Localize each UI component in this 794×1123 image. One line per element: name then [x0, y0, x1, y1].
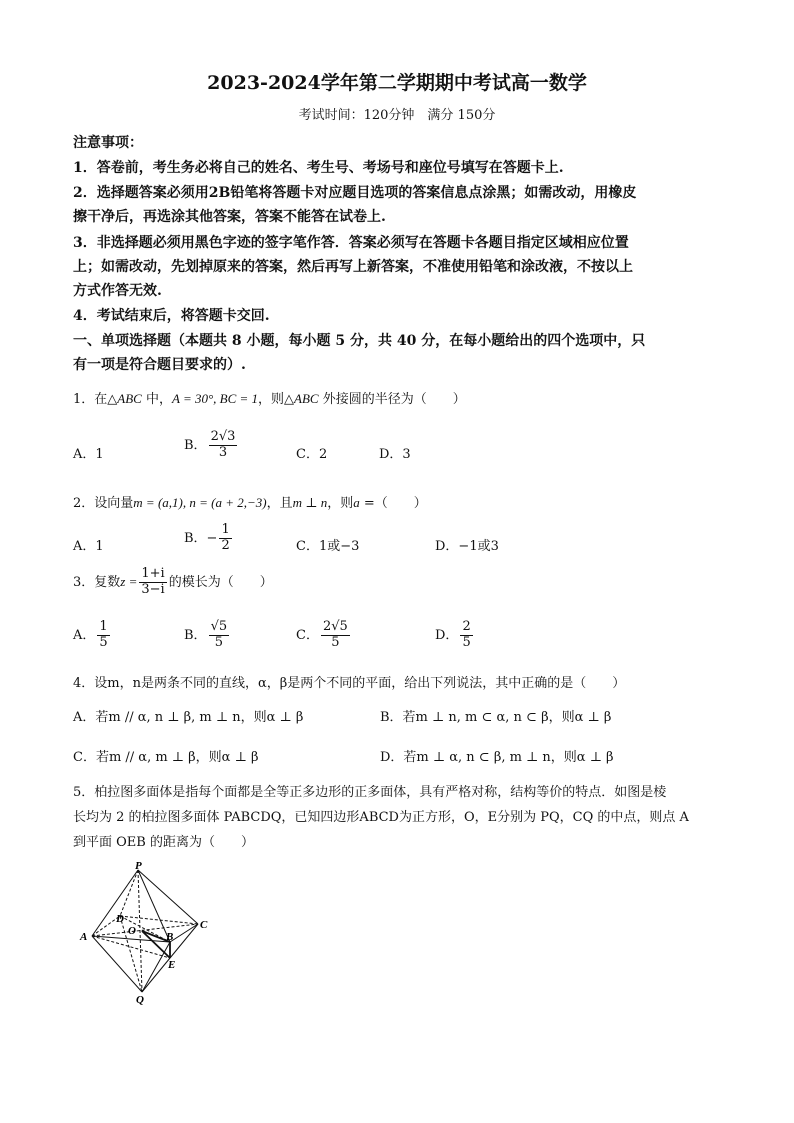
q2-pre: 2．设向量 — [73, 496, 134, 511]
q3-option-d-numerator: 2 — [462, 619, 471, 634]
q2-option-b-numerator: 1 — [221, 522, 230, 537]
q3-option-d — [435, 620, 475, 651]
edge-pc — [138, 870, 198, 924]
q3-option-a — [73, 620, 112, 651]
section-1-heading-line-2: 有一项是符合题目要求的）. — [73, 357, 246, 373]
q3-option-b-numerator: √5 — [210, 619, 228, 634]
q1-option-c: C．2 — [296, 447, 328, 462]
section-1-heading-line-1: 一、单项选择题（本题共 8 小题，每小题 5 分，共 40 分，在每小题给出的四个选项中，只 — [73, 333, 646, 349]
question-5-line-1: 5．柏拉图多面体是指每个面都是全等正多边形的正多面体，具有严格对称，结构等价的特点．如图是棱 — [73, 785, 667, 800]
label-c: C — [200, 919, 208, 931]
q3-option-a-numerator: 1 — [99, 619, 108, 634]
notice-item-3-line-2: 上；如需改动，先划掉原来的答案，然后再写上新答案，不准使用铅笔和涂改液，不按以上 — [73, 259, 633, 275]
q1-option-d: D．3 — [379, 447, 411, 462]
label-q: Q — [136, 994, 144, 1006]
label-p: P — [135, 860, 142, 872]
question-2-stem — [73, 492, 427, 511]
q3-numerator: 1+i — [141, 566, 165, 581]
q3-option-d-label: D． — [435, 627, 459, 643]
q2-option-b — [184, 523, 234, 554]
q3-z: z = — [120, 573, 138, 589]
q2-option-d: D．−1或3 — [435, 539, 499, 554]
q1-abc: ABC — [117, 391, 142, 406]
q1-abc-2: ABC — [294, 391, 319, 406]
q3-pre: 3．复数 — [73, 574, 121, 590]
q3-denominator: 3−i — [141, 581, 165, 597]
q2-end: =（ ） — [359, 496, 427, 511]
label-d: D — [116, 913, 124, 925]
label-b: B — [166, 931, 174, 943]
label-e: E — [168, 959, 176, 971]
exam-subtitle: 考试时间：120分钟 满分 150分 — [298, 108, 496, 123]
q2-a: a — [353, 495, 360, 510]
q3-option-a-denominator: 5 — [99, 634, 108, 650]
q3-option-a-label: A． — [73, 627, 96, 643]
q1-mid1: 中， — [141, 392, 172, 407]
q2-option-c: C．1或−3 — [296, 539, 360, 554]
exam-title: 2023-2024学年第二学期期中考试高一数学 — [207, 72, 587, 94]
q3-option-c — [296, 620, 352, 651]
q2-vectors: m = (a,1), n = (a + 2,−3) — [133, 495, 267, 510]
notice-item-2-line-1: 2．选择题答案必须用2B铅笔将答题卡对应题目选项的答案信息点涂黑；如需改动，用橡皮 — [73, 185, 637, 201]
question-1-stem — [73, 388, 466, 407]
octahedron-figure — [78, 858, 218, 1008]
q1-option-b-denominator: 3 — [218, 444, 228, 460]
q3-option-c-denominator: 5 — [331, 634, 340, 650]
q2-option-b-denominator: 2 — [221, 537, 230, 553]
q3-option-c-label: C． — [296, 627, 319, 643]
notice-heading: 注意事项： — [73, 135, 143, 151]
question-4-stem: 4．设m，n是两条不同的直线，α，β是两个不同的平面，给出下列说法，其中正确的是（ ） — [73, 676, 626, 691]
q3-option-d-denominator: 5 — [462, 634, 471, 650]
q1-condition: A = 30°, BC = 1 — [171, 391, 259, 406]
q4-option-b: B．若m ⊥ n, m ⊂ α, n ⊂ β，则α ⊥ β — [380, 710, 612, 725]
notice-item-3-line-3: 方式作答无效. — [73, 283, 162, 299]
q4-option-d: D．若m ⊥ α, n ⊂ β, m ⊥ n，则α ⊥ β — [380, 750, 614, 765]
q2-post: ，则 — [327, 496, 354, 511]
question-5-line-3: 到平面 OEB 的距离为（ ） — [73, 835, 254, 850]
edge-bq — [142, 942, 170, 992]
q1-mid2: ，则△ — [258, 392, 295, 407]
q1-option-b-label: B． — [184, 437, 207, 453]
q2-perp: m ⊥ n — [292, 495, 328, 510]
notice-item-4: 4．考试结束后，将答题卡交回. — [73, 308, 270, 324]
notice-item-3-line-1: 3．非选择题必须用黑色字迹的签字笔作答．答案必须写在答题卡各题目指定区域相应位置 — [73, 235, 629, 251]
q3-option-c-numerator: 2√5 — [322, 619, 348, 634]
q3-post: 的模长为（ ） — [168, 574, 273, 590]
label-o: O — [128, 925, 136, 937]
label-a: A — [80, 931, 88, 943]
q2-option-b-label: B．− — [184, 530, 218, 546]
q2-option-a: A．1 — [73, 539, 104, 554]
q1-post: 外接圆的半径为（ ） — [318, 392, 466, 407]
edge-aq — [92, 936, 142, 992]
q3-option-b-label: B． — [184, 627, 207, 643]
q2-mid: ，且 — [266, 496, 293, 511]
q1-option-a: A．1 — [73, 447, 104, 462]
notice-item-2-line-2: 擦干净后，再选涂其他答案，答案不能答在试卷上. — [73, 209, 386, 225]
q1-option-b-numerator: 2√3 — [210, 429, 236, 444]
q4-option-c: C．若m // α, m ⊥ β，则α ⊥ β — [73, 750, 259, 765]
q3-option-b — [184, 620, 231, 651]
q1-option-b — [184, 430, 239, 461]
edge-pd — [120, 870, 138, 916]
notice-item-1: 1．答卷前，考生务必将自己的姓名、考生号、考场号和座位号填写在答题卡上. — [73, 160, 564, 176]
question-3-stem — [73, 567, 273, 598]
q1-pre: 1．在△ — [73, 392, 118, 407]
q4-option-a: A．若m // α, n ⊥ β, m ⊥ n，则α ⊥ β — [73, 710, 304, 725]
q3-option-b-denominator: 5 — [214, 634, 223, 650]
question-5-line-2: 长均为 2 的柏拉图多面体 PABCDQ，已知四边形ABCD为正方形，O，E分别为 PQ，CQ 的中点，则点 A — [73, 810, 689, 825]
